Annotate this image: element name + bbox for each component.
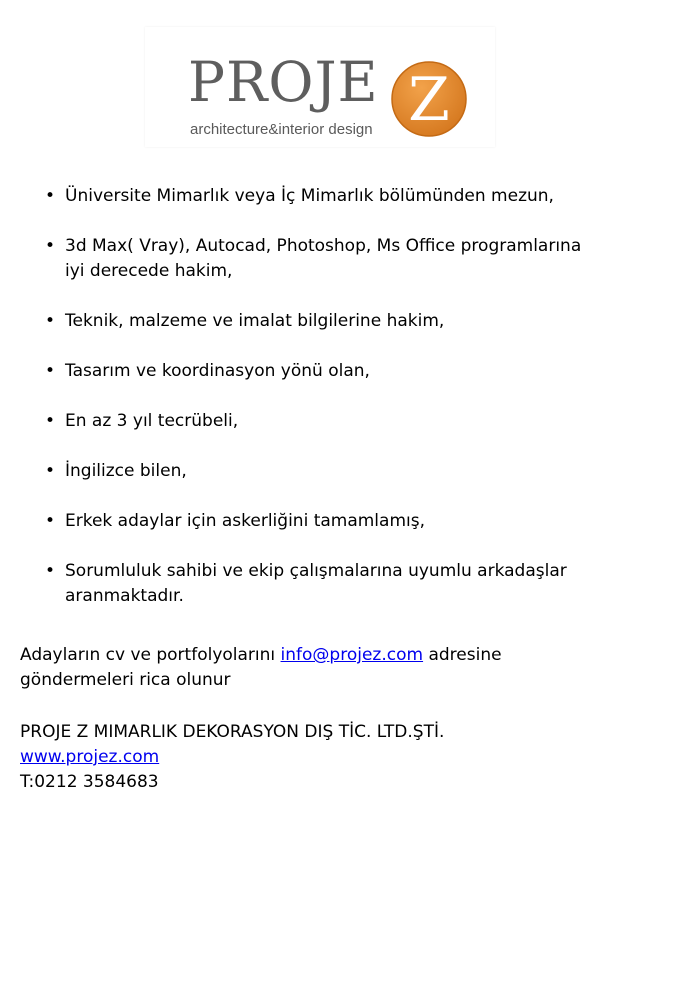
requirement-text: Üniversite Mimarlık veya İç Mimarlık bölümünden mezun,	[65, 186, 554, 206]
company-phone: T:0212 3584683	[20, 772, 159, 792]
logo-z-letter: Z	[408, 65, 450, 135]
bullet-icon: •	[45, 561, 56, 581]
bullet-icon: •	[45, 186, 56, 206]
requirement-item	[42, 509, 642, 534]
bullet-icon: •	[45, 361, 56, 381]
company-name: PROJE Z MIMARLIK DEKORASYON DIŞ TİC. LTD.ŞTİ.	[20, 722, 445, 742]
requirement-text: İngilizce bilen,	[65, 461, 187, 481]
email-link[interactable]: info@projez.com	[280, 645, 424, 665]
requirement-text: 3d Max( Vray), Autocad, Photoshop, Ms Office programlarına	[65, 236, 582, 256]
logo-wordmark: PROJE	[188, 50, 379, 114]
application-text-before: Adayların cv ve portfolyolarını	[20, 645, 281, 665]
requirement-item	[42, 459, 642, 484]
requirement-text: Erkek adaylar için askerliğini tamamlamış,	[65, 511, 425, 531]
requirement-item	[42, 409, 642, 434]
company-info	[20, 720, 444, 795]
application-text-after: adresine	[423, 645, 502, 665]
requirement-text-continued: iyi derecede hakim,	[65, 261, 233, 281]
bullet-icon: •	[45, 511, 56, 531]
bullet-icon: •	[45, 311, 56, 331]
requirement-item	[42, 359, 642, 384]
logo-tagline: architecture&interior design	[190, 121, 373, 138]
requirement-text: Teknik, malzeme ve imalat bilgilerine hakim,	[65, 311, 445, 331]
requirement-text: Tasarım ve koordinasyon yönü olan,	[65, 361, 370, 381]
bullet-icon: •	[45, 236, 56, 256]
application-text-line2: göndermeleri rica olunur	[20, 670, 231, 690]
requirement-text-continued: aranmaktadır.	[65, 586, 184, 606]
requirement-item	[42, 309, 642, 334]
requirement-text: En az 3 yıl tecrübeli,	[65, 411, 239, 431]
requirements-list	[42, 184, 642, 634]
company-logo	[145, 27, 495, 147]
requirement-text: Sorumluluk sahibi ve ekip çalışmalarına uyumlu arkadaşlar	[65, 561, 567, 581]
application-instructions	[20, 643, 502, 693]
bullet-icon: •	[45, 411, 56, 431]
bullet-icon: •	[45, 461, 56, 481]
website-link[interactable]: www.projez.com	[20, 747, 160, 767]
requirement-item	[42, 234, 642, 284]
requirement-item	[42, 559, 642, 609]
requirement-item	[42, 184, 642, 209]
logo-z-mark-icon	[390, 60, 468, 138]
